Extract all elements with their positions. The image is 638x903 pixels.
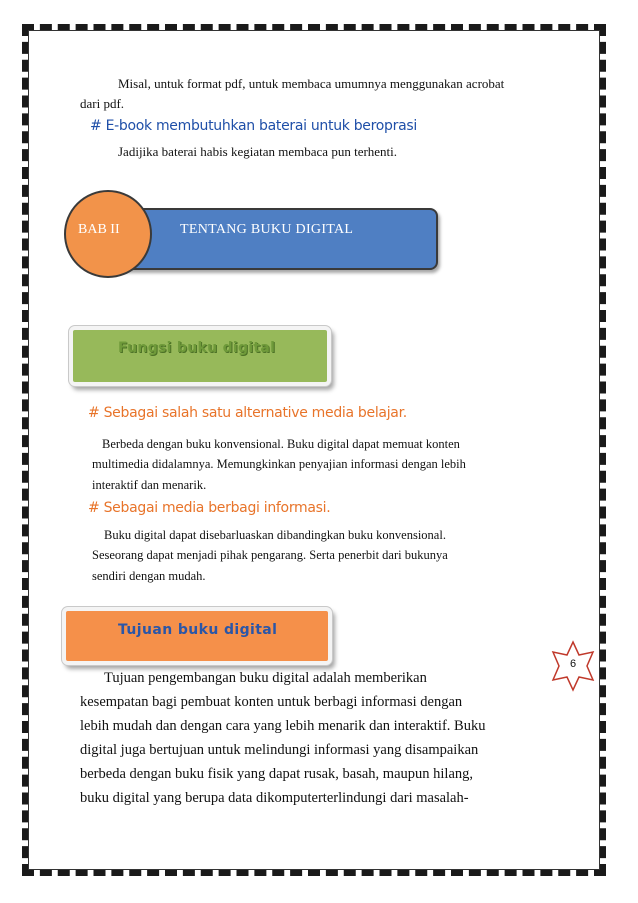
- hash-mark: #: [88, 405, 100, 421]
- tujuan-line-2: kesempatan bagi pembuat konten untuk berbagi informasi dengan: [80, 694, 463, 710]
- fungsi-p2-line-1: Buku digital dapat disebarluaskan dibandingkan buku konvensional.: [104, 528, 446, 542]
- heading-alternative-media-text: Sebagai salah satu alternative media belajar.: [103, 405, 407, 421]
- section-box-fungsi: [69, 326, 331, 386]
- tujuan-line-3: lebih mudah dan dengan cara yang lebih menarik dan interaktif. Buku: [80, 718, 486, 734]
- hash-mark: #: [90, 118, 102, 134]
- intro-line-2: dari pdf.: [80, 96, 125, 111]
- fungsi-p1-line-3: interaktif dan menarik.: [92, 478, 207, 492]
- fungsi-p2-line-2: Seseorang dapat menjadi pihak pengarang. Serta penerbit dari bukunya: [92, 548, 448, 562]
- section-title-tujuan: Tujuan buku digital: [118, 622, 278, 638]
- hash-mark: #: [88, 500, 100, 516]
- heading-sharing-media-text: Sebagai media berbagi informasi.: [103, 500, 331, 516]
- fungsi-p2-line-3: sendiri dengan mudah.: [92, 569, 206, 583]
- chapter-title: TENTANG BUKU DIGITAL: [180, 222, 354, 237]
- intro-line-3: Jadijika baterai habis kegiatan membaca pun terhenti.: [118, 144, 398, 159]
- fungsi-p1-line-1: Berbeda dengan buku konvensional. Buku digital dapat memuat konten: [102, 437, 460, 451]
- tujuan-line-5: berbeda dengan buku fisik yang dapat rusak, basah, maupun hilang,: [80, 766, 474, 782]
- heading-alternative-media: [88, 405, 407, 421]
- tujuan-line-1: Tujuan pengembangan buku digital adalah memberikan: [104, 670, 427, 686]
- tujuan-line-4: digital juga bertujuan untuk melindungi informasi yang disampaikan: [80, 742, 479, 758]
- section-title-fungsi: Fungsi buku digital: [118, 340, 276, 356]
- intro-line-1: Misal, untuk format pdf, untuk membaca umumnya menggunakan acrobat: [118, 76, 505, 91]
- tujuan-line-6: buku digital yang berupa data dikomputerterlindungi dari masalah-: [80, 790, 469, 806]
- heading-sharing-media: [88, 500, 330, 516]
- heading-ebook-battery-text: E-book membutuhkan baterai untuk beroprasi: [105, 118, 417, 134]
- chapter-label: BAB II: [78, 222, 120, 237]
- heading-ebook-battery: [90, 118, 417, 134]
- page-number: 6: [569, 658, 577, 670]
- fungsi-p1-line-2: multimedia didalamnya. Memungkinkan penyajian informasi dengan lebih: [92, 457, 466, 471]
